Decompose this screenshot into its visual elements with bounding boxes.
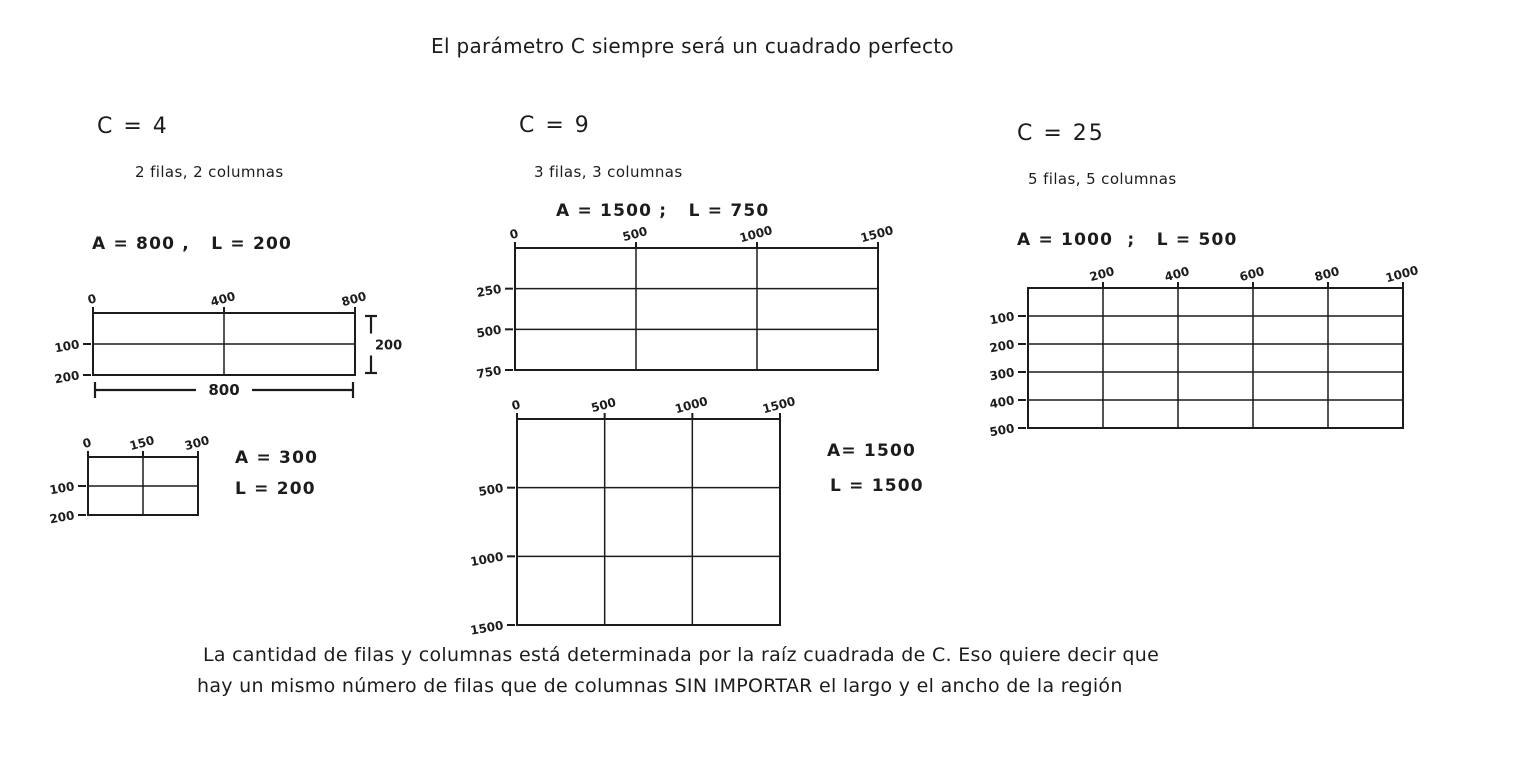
x-tick-label: 0 [86, 291, 98, 307]
y-tick-label: 200 [53, 368, 81, 387]
x-tick-label: 0 [510, 397, 522, 413]
x-tick-label: 200 [1088, 264, 1116, 285]
y-tick-label: 500 [477, 480, 505, 499]
section-c9-params: A = 1500 ; L = 750 [556, 201, 770, 221]
grid-c9-square-figure [440, 390, 805, 638]
x-tick-label: 0 [508, 226, 520, 242]
grid-c4-small-figure [48, 430, 215, 530]
x-tick-label: 1500 [761, 394, 797, 417]
x-tick-label: 1500 [859, 223, 895, 246]
x-tick-label: 1000 [1384, 263, 1420, 286]
footer-note-line1: La cantidad de filas y columnas está determinada por la raíz cuadrada de C. Eso quiere decir que [203, 644, 1160, 666]
grid-c4-small-length-label: L = 200 [235, 479, 316, 499]
grid-border [1028, 288, 1403, 428]
grid-c4-main-figure [55, 283, 415, 408]
x-tick-label: 1000 [738, 223, 774, 246]
footer-note-line2: hay un mismo número de filas que de columnas SIN IMPORTAR el largo y el ancho de la región [197, 675, 1123, 697]
grid-c25-figure [975, 250, 1455, 440]
x-tick-label: 800 [1313, 264, 1341, 285]
x-tick-label: 600 [1238, 264, 1266, 285]
height-dim-label: 200 [375, 338, 403, 354]
y-tick-label: 1500 [469, 618, 505, 638]
x-tick-label: 400 [209, 289, 237, 310]
x-tick-label: 800 [340, 289, 368, 310]
page-title: El parámetro C siempre será un cuadrado perfecto [431, 34, 954, 58]
x-tick-label: 150 [128, 433, 156, 454]
x-tick-label: 300 [183, 433, 211, 454]
section-c4-label: C = 4 [97, 114, 169, 139]
section-c4-dims: 2 filas, 2 columnas [135, 163, 284, 181]
grid-c9-square-length-label: L = 1500 [830, 476, 924, 496]
y-tick-label: 500 [475, 322, 503, 341]
section-c25-dims: 5 filas, 5 columnas [1028, 170, 1177, 188]
y-tick-label: 200 [988, 337, 1016, 356]
y-tick-label: 100 [988, 309, 1016, 328]
section-c25-label: C = 25 [1017, 121, 1105, 146]
x-tick-label: 500 [589, 395, 618, 416]
y-tick-label: 100 [48, 479, 76, 498]
grid-c9-square-area-label: A= 1500 [827, 441, 917, 461]
y-tick-label: 750 [475, 363, 503, 382]
x-tick-label: 1000 [673, 394, 710, 417]
grid-c4-small-area-label: A = 300 [235, 448, 319, 468]
x-tick-label: 500 [621, 224, 649, 245]
width-dim-label: 800 [208, 381, 240, 399]
y-tick-label: 500 [988, 421, 1016, 440]
y-tick-label: 300 [988, 365, 1016, 384]
grid-c9-top-figure [470, 215, 910, 380]
y-tick-label: 200 [48, 508, 76, 527]
y-tick-label: 100 [53, 337, 81, 356]
section-c9-dims: 3 filas, 3 columnas [534, 163, 683, 181]
x-tick-label: 0 [81, 435, 93, 451]
y-tick-label: 250 [475, 281, 503, 300]
y-tick-label: 1000 [469, 549, 505, 570]
section-c25-params: A = 1000 ; L = 500 [1017, 230, 1238, 250]
x-tick-label: 400 [1163, 264, 1191, 285]
grid-border [517, 419, 780, 625]
y-tick-label: 400 [988, 393, 1016, 412]
section-c4-params: A = 800 , L = 200 [92, 234, 293, 254]
grid-border [515, 248, 878, 370]
section-c9-label: C = 9 [519, 113, 591, 138]
